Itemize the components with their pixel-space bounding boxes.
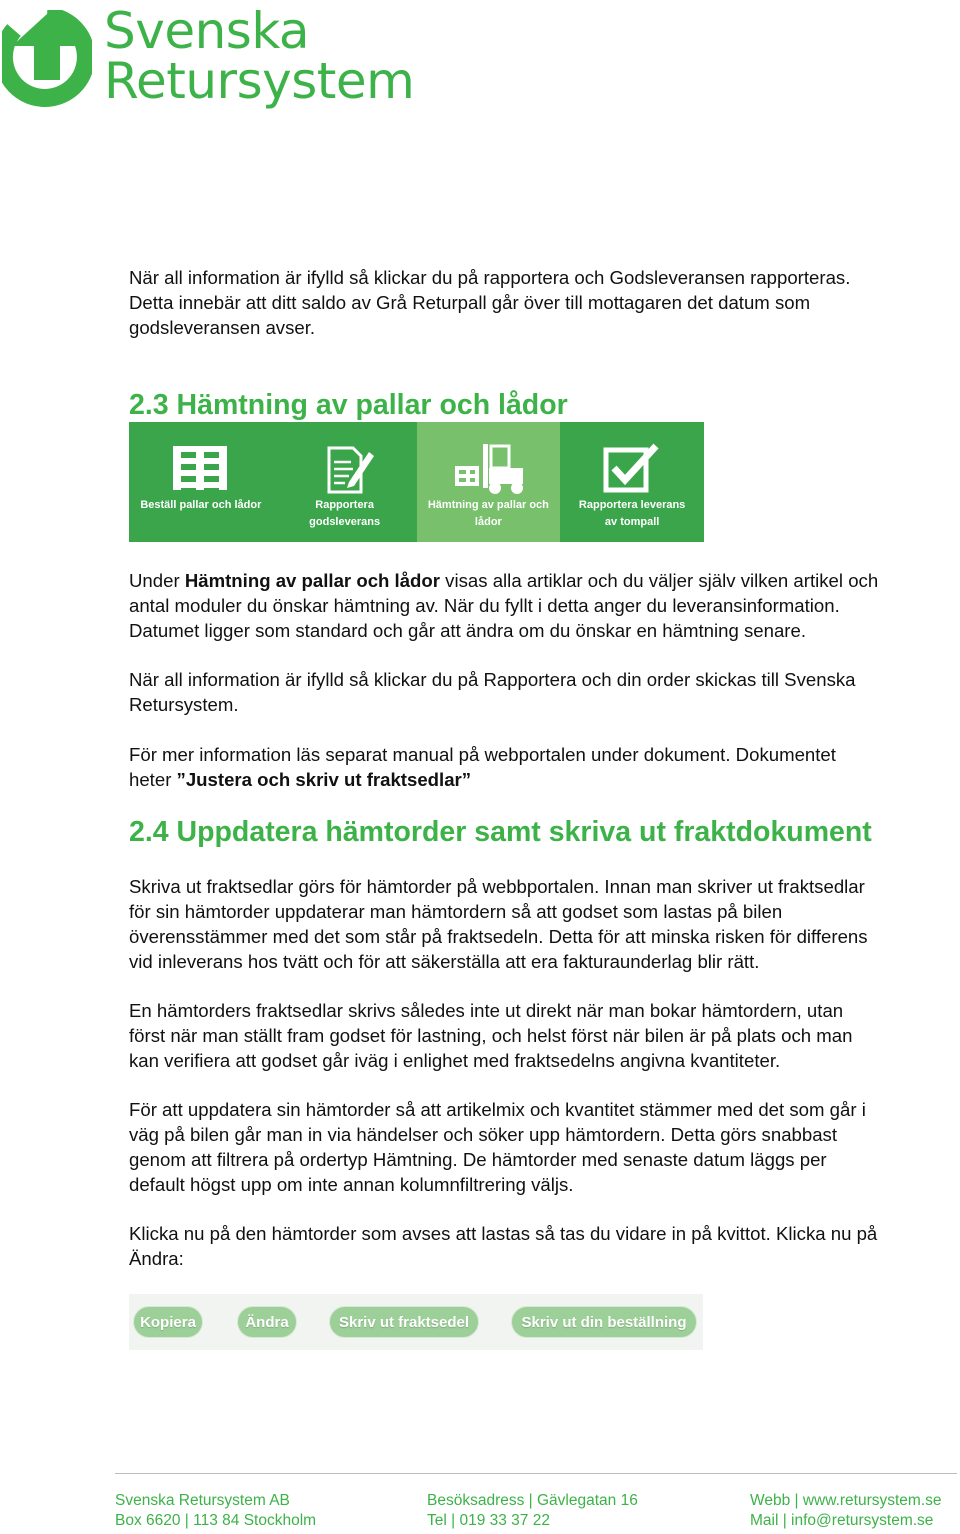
text-line: När all information är ifylld så klickar du på Rapportera och din order skickas till Svenska [129, 669, 856, 690]
pickup-paragraph [129, 568, 960, 643]
text-line: default högst upp om inte annan kolumnfiltrering väljs. [129, 1174, 574, 1195]
text-line: överensstämmer med det som står på fraktsedeln. Detta för att minska risken för differens [129, 926, 868, 947]
step-pickup-pallets[interactable] [417, 422, 561, 542]
text-line: antal moduler du önskar hämtning av. När du fyllt i detta anger du leveransinformation. [129, 595, 840, 616]
text-line: heter ”Justera och skriv ut fraktsedlar” [129, 769, 472, 790]
print-waybill-button[interactable]: Skriv ut fraktsedel [329, 1306, 479, 1338]
step-label: Rapportera leverans [578, 499, 686, 511]
print-order-button[interactable]: Skriv ut din beställning [511, 1306, 697, 1338]
text-line: för sin hämtorder uppdaterar man hämtordern så att godset som lastas på bilen [129, 901, 783, 922]
step-label: Hämtning av pallar och [427, 499, 549, 511]
copy-button[interactable]: Kopiera [133, 1306, 203, 1338]
footer-web-link[interactable]: Webb | www.retursystem.se [750, 1492, 942, 1509]
step-label-2: godsleverans [309, 516, 381, 528]
document-pen-icon [273, 442, 416, 498]
section-heading-2-4: 2.4 Uppdatera hämtorder samt skriva ut fraktdokument [129, 816, 872, 848]
text-line: vid inleverans hos tvätt och för att säkerställa att era fakturaunderlag blir rätt. [129, 951, 760, 972]
click-paragraph [129, 1221, 960, 1271]
process-steps-banner [129, 422, 704, 542]
step-label: Beställ pallar och lådor [140, 499, 262, 511]
text-line: Under Hämtning av pallar och lådor visas alla artiklar och du väljer själv vilken artikel och [129, 570, 879, 591]
step-order-pallets[interactable] [129, 422, 273, 542]
text-line: Skriva ut fraktsedlar görs för hämtorder på webbportalen. Innan man skriver ut fraktsedlar [129, 876, 865, 897]
text-line: När all information är ifylld så klickar du på rapportera och Godsleveransen rapporteras. [129, 267, 851, 288]
checkbox-icon [560, 442, 703, 498]
waybill-paragraph [129, 874, 960, 974]
action-button-bar [129, 1294, 703, 1350]
edit-button[interactable]: Ändra [237, 1306, 297, 1338]
text-line: Klicka nu på den hämtorder som avses att lastas så tas du vidare in på kvittot. Klicka nu på [129, 1223, 878, 1244]
text-line: kan verifiera att godset går iväg i enlighet med fraktsedelns angivna kvantiteter. [129, 1050, 781, 1071]
company-logo [0, 4, 420, 116]
text-line: Ändra: [129, 1248, 184, 1269]
step-label-2: lådor [474, 516, 502, 528]
text-line: Retursystem. [129, 694, 239, 715]
step-label-2: av tompall [604, 516, 660, 528]
step-label: Rapportera [315, 499, 374, 511]
text-line: Detta innebär att ditt saldo av Grå Returpall går över till mottagaren det datum som [129, 292, 811, 313]
logo-line-2: Retursystem [104, 52, 415, 110]
intro-paragraph [129, 265, 960, 340]
footer-divider [115, 1473, 957, 1474]
emphasis-text: Hämtning av pallar och lådor [184, 570, 441, 591]
step-report-empty-pallets[interactable] [560, 422, 704, 542]
step-report-delivery[interactable] [273, 422, 417, 542]
timing-paragraph [129, 998, 960, 1073]
footer-postal-address: Box 6620 | 113 84 Stockholm [115, 1512, 317, 1529]
report-paragraph [129, 667, 960, 717]
text-line: En hämtorders fraktsedlar skrivs således inte ut direkt när man bokar hämtordern, utan [129, 1000, 844, 1021]
pallet-icon [129, 442, 272, 498]
footer-phone: Tel | 019 33 37 22 [427, 1512, 550, 1529]
text-line: godsleveransen avser. [129, 317, 316, 338]
text-line: väg på bilen går man in via händelser och söker upp hämtordern. Detta görs snabbast [129, 1124, 838, 1145]
logo-wordmark [104, 2, 415, 110]
footer-visiting-address: Besöksadress | Gävlegatan 16 [427, 1492, 638, 1509]
logo-arrow-icon [2, 10, 92, 110]
logo-line-1: Svenska [104, 2, 310, 60]
text-line: först när man ställt fram godset för lastning, och helst först när bilen är på plats och man [129, 1025, 853, 1046]
text-line: genom att filtrera på ordertyp Hämtning. De hämtorder med senaste datum läggs per [129, 1149, 827, 1170]
footer-mail-link[interactable]: Mail | info@retursystem.se [750, 1512, 934, 1529]
footer-company: Svenska Retursystem AB [115, 1492, 290, 1509]
text-line: För att uppdatera sin hämtorder så att artikelmix och kvantitet stämmer med det som går i [129, 1099, 866, 1120]
forklift-icon [417, 442, 560, 498]
update-paragraph [129, 1097, 960, 1197]
more-info-paragraph [129, 742, 960, 792]
manual-title: ”Justera och skriv ut fraktsedlar” [176, 769, 472, 790]
section-heading-2-3: 2.3 Hämtning av pallar och lådor [129, 389, 568, 421]
text-line: För mer information läs separat manual på webportalen under dokument. Dokumentet [129, 744, 836, 765]
text-line: Datumet ligger som standard och går att ändra om du önskar en hämtning senare. [129, 620, 806, 641]
